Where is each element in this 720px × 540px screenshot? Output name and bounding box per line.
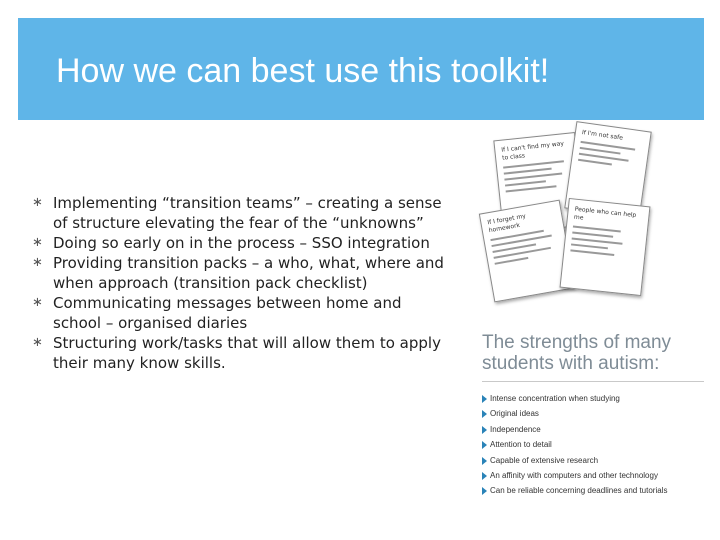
strengths-heading: The strengths of many students with autism: xyxy=(482,332,672,374)
bullet-item: ∗ Communicating messages between home and school – organised diaries xyxy=(32,293,452,333)
strength-item: An affinity with computers and other technology xyxy=(482,471,667,486)
strengths-list xyxy=(482,394,667,502)
card-heading: People who can help me xyxy=(573,205,637,222)
card-line xyxy=(578,159,612,166)
bullet-item: ∗ Implementing “transition teams” – creating a sense of structure elevating the fear of the “unknowns” xyxy=(32,193,452,233)
card-heading: If I forget my homework xyxy=(486,212,527,235)
card-heading: If I'm not safe xyxy=(581,129,624,142)
bullet-list xyxy=(32,193,452,373)
card-line xyxy=(570,249,614,256)
strength-item: Capable of extensive research xyxy=(482,456,667,471)
transition-card-image xyxy=(560,198,651,296)
strength-item: Attention to detail xyxy=(482,440,667,455)
bullet-item: ∗ Doing so early on in the process – SSO integration xyxy=(32,233,452,253)
strength-item: Can be reliable concerning deadlines and tutorials xyxy=(482,486,667,501)
card-line xyxy=(571,243,608,249)
card-line xyxy=(495,257,529,265)
card-line xyxy=(504,173,562,181)
card-line xyxy=(505,180,546,186)
bullet-item: ∗ Providing transition packs – a who, what, where and when approach (transition pack checklist) xyxy=(32,253,452,293)
card-line xyxy=(506,185,557,192)
strength-item: Original ideas xyxy=(482,409,667,424)
bullet-item: ∗ Structuring work/tasks that will allow them to apply their many know skills. xyxy=(32,333,452,373)
strength-item: Intense concentration when studying xyxy=(482,394,667,409)
strength-item: Independence xyxy=(482,425,667,440)
slide-title: How we can best use this toolkit! xyxy=(56,52,550,90)
card-line xyxy=(572,232,613,238)
divider xyxy=(482,381,704,382)
card-heading: If I can't find my way to class xyxy=(501,140,565,162)
